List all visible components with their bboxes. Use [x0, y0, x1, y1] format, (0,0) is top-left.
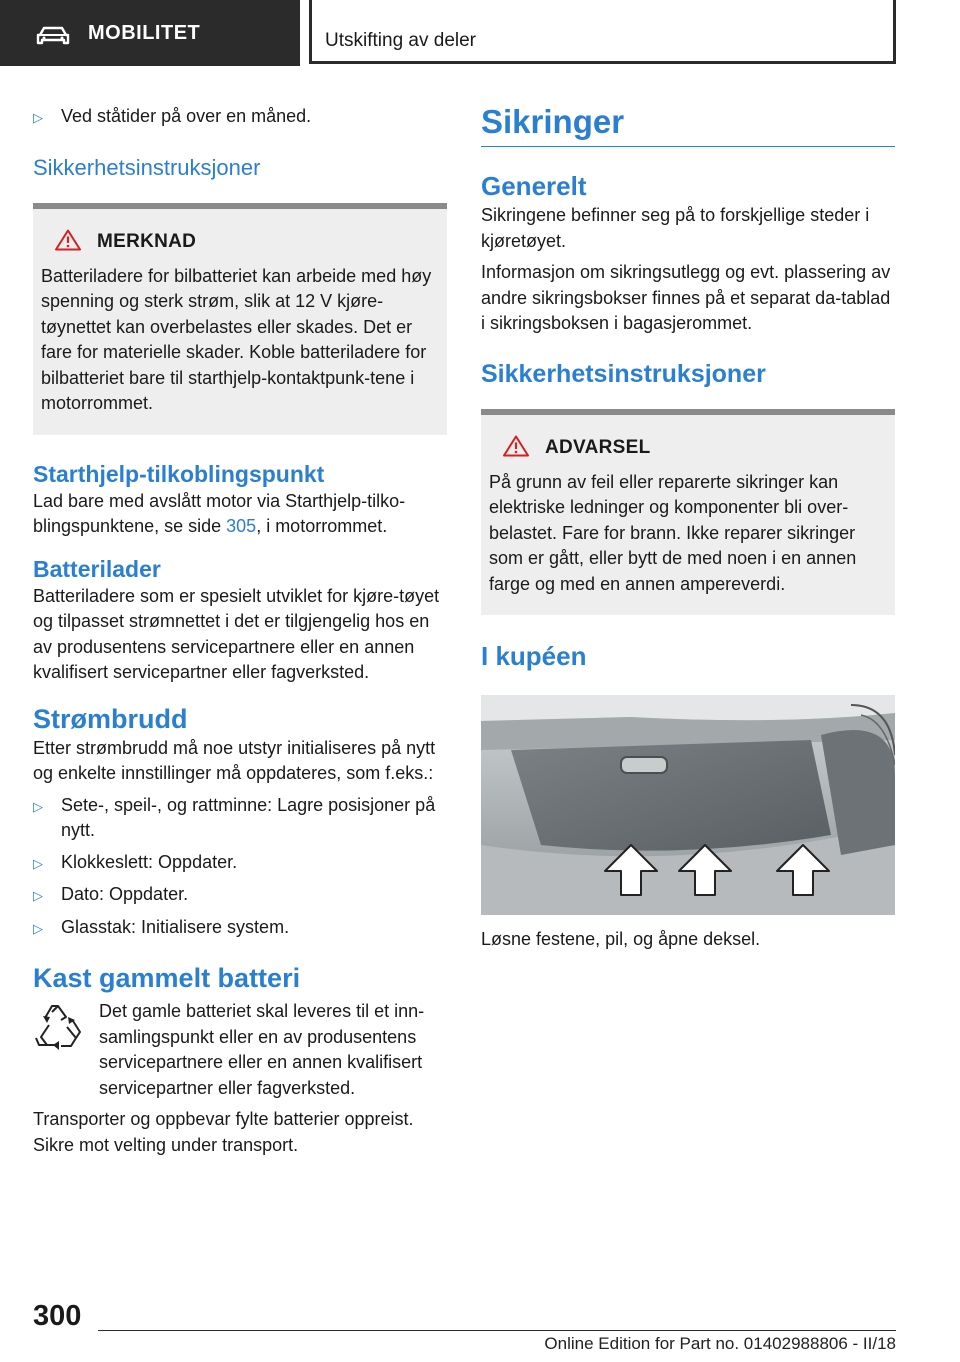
warning-triangle-icon — [55, 229, 81, 256]
triangle-bullet-icon: ▷ — [33, 855, 43, 871]
chapter-title: Utskifting av deler — [325, 30, 477, 51]
warning-box — [481, 409, 895, 616]
section-title: MOBILITET — [88, 22, 201, 44]
triangle-bullet-icon: ▷ — [33, 888, 43, 903]
left-column — [33, 100, 447, 1158]
list-item — [33, 104, 447, 131]
car-icon — [36, 26, 70, 51]
list-item-text: Glasstak: Initialisere system. — [61, 916, 290, 937]
footer-rule — [98, 1330, 896, 1331]
safety-heading: Sikkerhetsinstruksjoner — [481, 359, 766, 388]
outage-text: Etter strømbrudd må noe utstyr initialiseres på nytt og enkelte innstillinger må oppdateres, som f.eks.: — [33, 737, 436, 783]
section-heading: Sikkerhetsinstruksjoner — [33, 154, 261, 180]
warning-triangle-icon — [503, 435, 529, 462]
notice-text: Batteriladere for bilbatteriet kan arbeide med høy spenning og sterk strøm, slik at 12 V kjøre-tøynettet kan overbelastes eller skades. Det er fare for materielle skader. Koble batteriladere for bilbatteriet bare til starthjelp-kontaktpunk-tene i motorrommet. — [41, 265, 432, 413]
transport-text: Transporter og oppbevar fylte batterier oppreist. Sikre mot velting under transport. — [33, 1109, 414, 1155]
page-link[interactable]: 305 — [226, 516, 257, 536]
dispose-heading: Kast gammelt batteri — [33, 963, 301, 993]
list-item — [33, 882, 447, 909]
cabin-heading: I kupéen — [481, 641, 587, 671]
list-item-text: Ved ståtider på over en måned. — [61, 106, 312, 126]
section-tab — [0, 0, 300, 66]
notice-box — [33, 203, 447, 435]
heading-rule — [481, 146, 895, 147]
recycle-icon — [33, 1003, 83, 1058]
main-heading: Sikringer — [481, 103, 625, 140]
charger-text: Batteriladere som er spesielt utviklet for kjøre-tøyet og tilpasset strømnettet i det er tilgjengelig hos en av produsentens servicepartnere eller en annen kvalifisert servicepartner eller fagverksted. — [33, 585, 440, 682]
dispose-text: Det gamle batteriet skal leveres til et inn-samlingspunkt eller en av produsentens servicepartnere eller en annen kvalifisert servicepartner eller fagverksted. — [99, 1001, 425, 1098]
triangle-bullet-icon: ▷ — [33, 110, 43, 125]
right-column — [481, 102, 895, 953]
list-item — [33, 915, 447, 942]
triangle-bullet-icon: ▷ — [33, 798, 43, 814]
page-number: 300 — [33, 1300, 82, 1332]
list-item-text: Sete-, speil-, og rattminne: Lagre posisjoner på nytt. — [61, 794, 436, 840]
general-text-2: Informasjon om sikringsutlegg og evt. plassering av andre sikringsbokser finnes på et separat da-tablad i sikringsboksen i bagasjerommet. — [481, 262, 891, 333]
photo-caption: Løsne festene, pil, og åpne deksel. — [481, 929, 761, 949]
warning-title: ADVARSEL — [545, 437, 651, 458]
edition-text: Online Edition for Part no. 01402988806 - II/18 — [544, 1334, 896, 1353]
dispose-block — [33, 999, 447, 1101]
notice-title: MERKNAD — [97, 231, 197, 252]
triangle-bullet-icon: ▷ — [33, 920, 43, 936]
warning-text: På grunn av feil eller reparerte sikringer kan elektriske ledninger og komponenter bli over-belastet. Fare for brann. Ikke reparer sikringer som er gått, eller bytt de med noen i en annen farge og med en annen ampereverdi. — [489, 471, 857, 594]
jump-start-text: Lad bare med avslått motor via Starthjelp-tilko-blingspunktene, se side 305, i motorrommet. — [33, 490, 406, 536]
glovebox-photo — [481, 695, 895, 915]
list-item — [33, 850, 447, 877]
jump-start-heading: Starthjelp-tilkoblingspunkt — [33, 460, 325, 487]
list-item — [33, 793, 447, 844]
chapter-tab — [312, 0, 896, 64]
list-item-text: Klokkeslett: Oppdater. — [61, 851, 238, 872]
general-heading: Generelt — [481, 171, 587, 201]
general-text-1: Sikringene befinner seg på to forskjellige steder i kjøretøyet. — [481, 205, 870, 251]
list-item-text: Dato: Oppdater. — [61, 884, 189, 904]
charger-heading: Batterilader — [33, 555, 161, 582]
outage-heading: Strømbrudd — [33, 703, 188, 734]
